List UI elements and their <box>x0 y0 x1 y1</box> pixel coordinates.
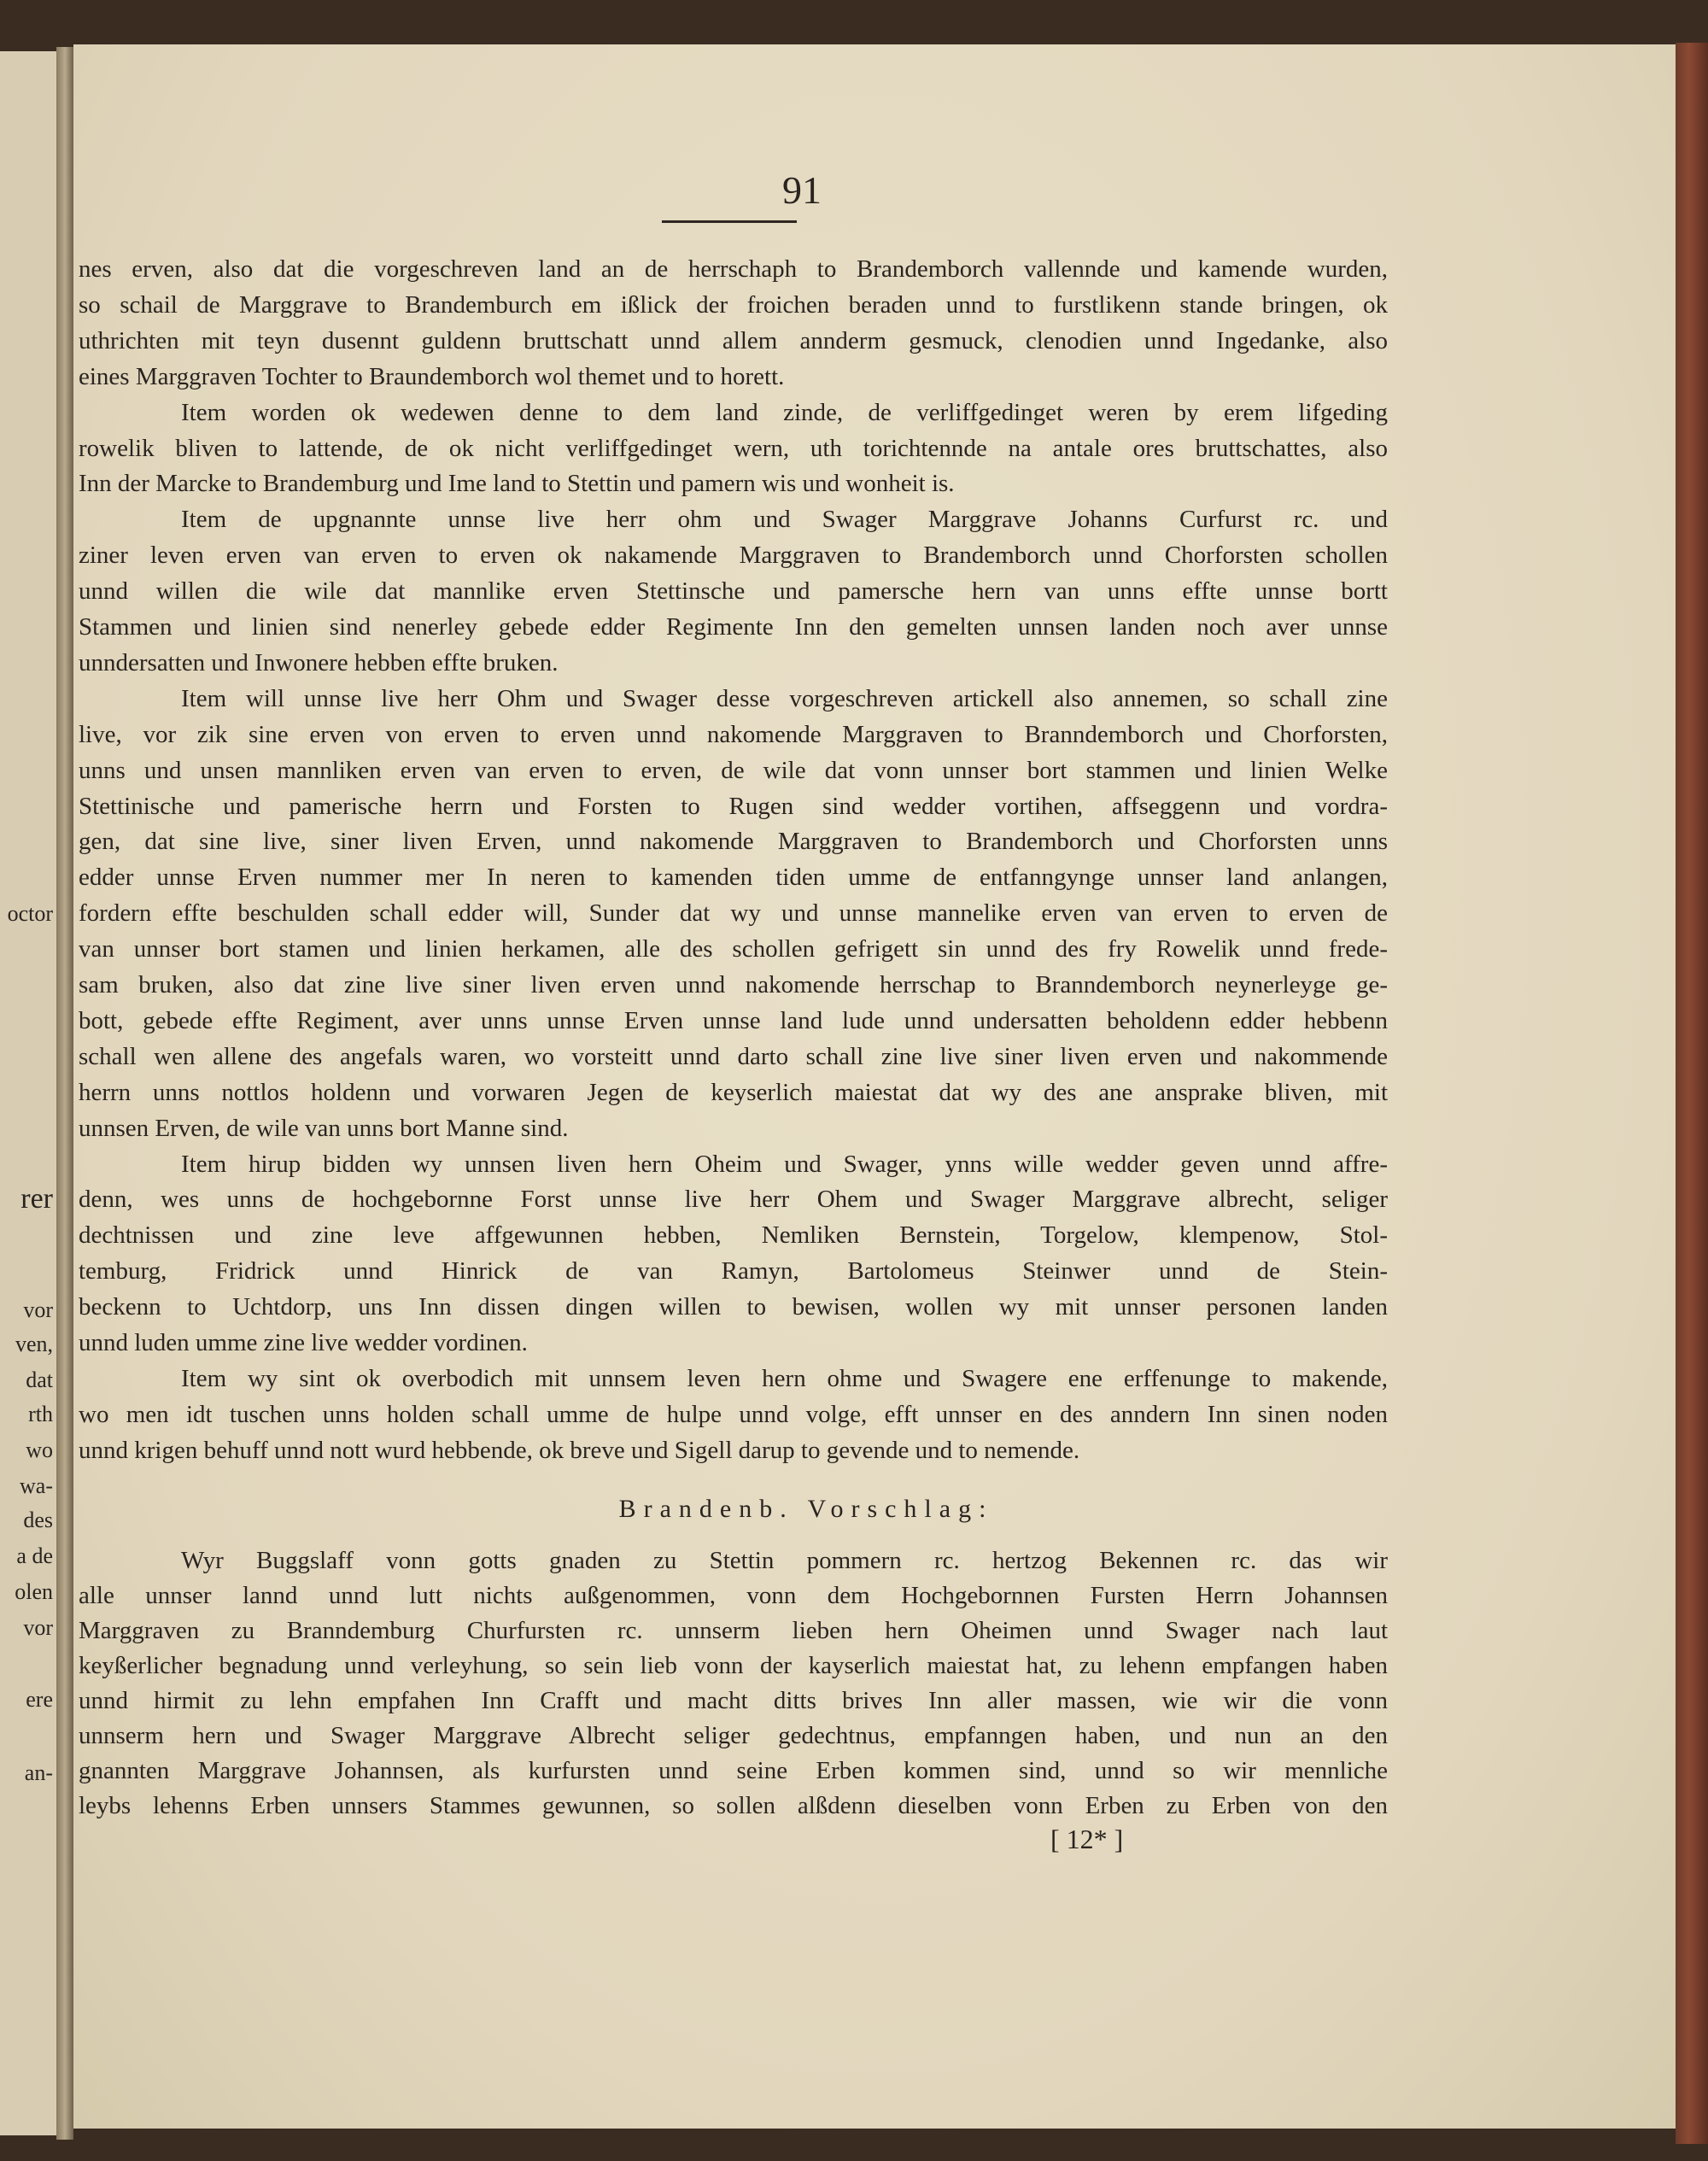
text-line: unnd luden umme zine live wedder vordinen. <box>79 1329 528 1356</box>
facing-page-text-fragment: des <box>23 1508 53 1532</box>
text-line: temburg, Fridrick unnd Hinrick de van Ramyn, Bartolomeus Steinwer unnd de Stein- <box>79 1257 1388 1285</box>
facing-page-text-fragment: an- <box>24 1760 53 1785</box>
facing-page-text-fragment: ere <box>26 1687 53 1712</box>
text-line: unnd willen die wile dat mannlike erven Stettinsche und pamersche hern van unns effte unnse bortt <box>79 577 1388 606</box>
section-heading: Brandenb. Vorschlag: <box>618 1495 994 1523</box>
text-line: Marggraven zu Branndemburg Churfursten rc. unnserm lieben hern Oheimen unnd Swager nach laut <box>79 1617 1388 1644</box>
facing-page-text-fragment: rth <box>28 1402 53 1426</box>
text-line: edder unnse Erven nummer mer In neren to kamenden tiden umme de entfanngynge unnser land anlangen, <box>79 864 1388 892</box>
facing-page-edge <box>0 51 56 2135</box>
text-line: dechtnissen und zine leve affgewunnen hebben, Nemliken Bernstein, Torgelow, klempenow, Stol- <box>79 1221 1388 1250</box>
text-line: unns und unsen mannliken erven van erven to erven, de wile dat vonn unnser bort stammen und linien Welke <box>79 756 1388 784</box>
text-line: wo men idt tuschen unns holden schall umme de hulpe unnd volge, efft unnser en des anndern Inn sinen noden <box>79 1400 1388 1428</box>
text-line: denn, wes unns de hochgebornne Forst unnse live herr Ohem und Swager Marggrave albrecht, seliger <box>79 1186 1388 1214</box>
facing-page-text-fragment: wo <box>26 1438 53 1462</box>
text-line: Wyr Buggslaff vonn gotts gnaden zu Stettin pommern rc. hertzog Bekennen rc. das wir <box>181 1547 1388 1574</box>
text-line: nes erven, also dat die vorgeschreven land an de herrschaph to Brandemborch vallennde und kamende wurden, <box>79 255 1388 283</box>
page-number-rule <box>662 220 797 223</box>
text-line: bott, gebede effte Regiment, aver unns unnse Erven unnse land lude unnd undersatten beholdenn edder hebbenn <box>79 1006 1388 1034</box>
text-line: fordern effte beschulden schall edder will, Sunder dat wy und unnse mannelike erven van erven to erven de <box>79 899 1388 928</box>
text-line: herrn unns nottlos holdenn und vorwaren Jegen de keyserlich maiestat dat wy des ane ansprake bliven, mit <box>79 1078 1388 1106</box>
facing-page-text-fragment: vor <box>23 1297 53 1322</box>
text-line: ziner leven erven van erven to erven ok nakamende Marggraven to Brandemborch unnd Chorforsten schollen <box>79 542 1388 570</box>
text-line: Stammen und linien sind nenerley gebede edder Regimente Inn den gemelten unnsen landen noch aver unnse <box>79 613 1388 641</box>
facing-page-text-fragment: olen <box>15 1579 53 1604</box>
text-line: rowelik bliven to lattende, de ok nicht verliffgedinget wern, uth torichtennde na antale ores bruttschattes, also <box>79 434 1388 462</box>
text-line: keyßerlicher begnadung unnd verleyhung, so sein lieb vonn der kayserlich maiestat hat, zu lehenn empfangen haben <box>79 1652 1388 1679</box>
text-line: unndersatten und Inwonere hebben effte bruken. <box>79 648 559 676</box>
facing-page-text-fragment: wa- <box>20 1473 53 1498</box>
text-line: uthrichten mit teyn dusennt guldenn bruttschatt unnd allem annderm gesmuck, clenodien unnd Ingedanke, also <box>79 326 1388 354</box>
text-line: unnsen Erven, de wile van unns bort Manne sind. <box>79 1114 569 1142</box>
facing-page-text-fragment: a de <box>16 1543 53 1568</box>
facing-page-text-fragment: ven, <box>15 1332 53 1356</box>
text-line: Item worden ok wedewen denne to dem land zinde, de verliffgedinget weren by erem lifgeding <box>181 398 1388 426</box>
text-line: Item hirup bidden wy unnsen liven hern Oheim und Swager, ynns wille wedder geven unnd affre- <box>181 1150 1388 1178</box>
text-line: sam bruken, also dat zine live siner liven erven unnd nakomende herrschap to Branndemborch neynerleyge ge- <box>79 971 1388 999</box>
text-line: so schail de Marggrave to Brandemburch em ißlick der froichen beraden unnd to furstlikenn stande bringen, ok <box>79 290 1388 319</box>
facing-page-text-fragment: dat <box>26 1367 53 1392</box>
text-line: schall wen allene des angefals waren, wo vorsteitt unnd darto schall zine live siner liven erven und nakommende <box>79 1042 1388 1070</box>
text-line: unnserm hern und Swager Marggrave Albrecht seliger gedechtnus, empfanngen haben, und nun an den <box>79 1722 1388 1749</box>
book-gutter <box>56 47 73 2140</box>
text-line: Item wy sint ok overbodich mit unnsem leven hern ohme und Swagere ene erffenunge to makende, <box>181 1364 1388 1392</box>
text-line: Item will unnse live herr Ohm und Swager desse vorgeschreven artickell also annemen, so schall zine <box>181 684 1388 712</box>
text-line: Stettinische und pamerische herrn und Forsten to Rugen sind wedder vortihen, affseggenn und vordra- <box>79 792 1388 820</box>
text-line: unnd krigen behuff unnd nott wurd hebbende, ok breve und Sigell darup to gevende und to nemende. <box>79 1436 1080 1464</box>
page-number: 91 <box>782 168 822 212</box>
text-line: eines Marggraven Tochter to Braundemborch wol themet und to horett. <box>79 362 785 390</box>
signature-mark: [ 12* ] <box>1050 1824 1124 1854</box>
text-line: gen, dat sine live, siner liven Erven, unnd nakomende Marggraven to Brandemborch und Chorforsten unns <box>79 828 1388 856</box>
text-line: live, vor zik sine erven von erven to erven unnd nakomende Marggraven to Branndemborch und Chorforsten, <box>79 720 1388 748</box>
book-page <box>73 44 1676 2129</box>
text-line: Inn der Marcke to Brandemburg und Ime land to Stettin und pamern wis und wonheit is. <box>79 470 955 498</box>
text-line: leybs lehenns Erben unnsers Stammes gewunnen, so sollen alßdenn dieselben vonn Erben zu Erben von den <box>79 1792 1388 1819</box>
text-line: van unnser bort stamen und linien herkamen, alle des schollen gefrigett sin unnd des fry Rowelik unnd frede- <box>79 935 1388 963</box>
text-line: beckenn to Uchtdorp, uns Inn dissen dingen willen to bewisen, wollen wy mit unnser personen landen <box>79 1293 1388 1321</box>
facing-page-text-fragment: rer <box>20 1183 53 1215</box>
text-line: unnd hirmit zu lehn empfahen Inn Crafft und macht ditts brives Inn aller massen, wie wir die vonn <box>79 1687 1388 1714</box>
facing-page-text-fragment: octor <box>7 901 53 926</box>
text-line: alle unnser lannd unnd lutt nichts außgenommen, vonn dem Hochgebornnen Fursten Herrn Johannsen <box>79 1582 1388 1609</box>
book-binding-edge <box>1676 43 1708 2144</box>
facing-page-text-fragment: vor <box>23 1615 53 1640</box>
text-line: Item de upgnannte unnse live herr ohm und Swager Marggrave Johanns Curfurst rc. und <box>181 506 1388 534</box>
text-line: gnannten Marggrave Johannsen, als kurfursten unnd seine Erben kommen sind, unnd so wir mennliche <box>79 1757 1388 1784</box>
